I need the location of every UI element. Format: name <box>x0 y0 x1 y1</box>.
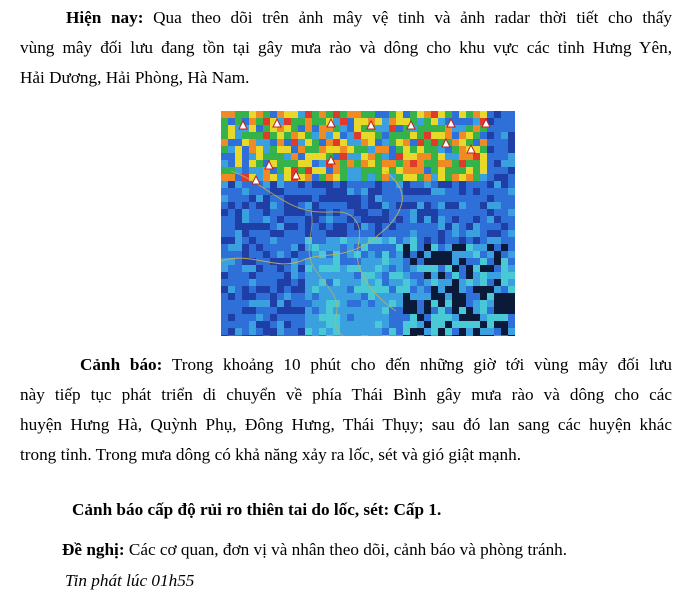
current-line-1: Hiện nay: Qua theo dõi trên ảnh mây vệ tinh và ảnh radar thời tiết cho thấy <box>66 8 672 27</box>
warning-paragraph <box>20 350 672 470</box>
recommendation <box>62 535 567 565</box>
warning-line-2: này tiếp tục phát triển di chuyển về phía Thái Bình gây mưa rào và dông cho các <box>20 385 672 404</box>
current-paragraph <box>20 3 672 93</box>
recommend-text: Các cơ quan, đơn vị và nhân theo dõi, cảnh báo và phòng tránh. <box>128 540 568 559</box>
risk-level-heading: Cảnh báo cấp độ rủi ro thiên tai do lốc, sét: Cấp 1. <box>72 500 442 519</box>
current-label: Hiện nay: <box>66 8 144 27</box>
recommend-label: Đề nghị: <box>62 540 125 559</box>
warning-line-3: huyện Hưng Hà, Quỳnh Phụ, Đông Hưng, Thái Thụy; sau đó lan sang các huyện khác <box>20 415 672 434</box>
warning-line-1: Cảnh báo: Trong khoảng 10 phút cho đến những giờ tới vùng mây đối lưu <box>80 355 672 374</box>
warning-label: Cảnh báo: <box>80 355 163 374</box>
warning-line-4: trong tỉnh. Trong mưa dông có khả năng xảy ra lốc, sét và gió giật mạnh. <box>20 445 521 464</box>
radar-satellite-image <box>221 111 515 336</box>
current-line-3: Hải Dương, Hải Phòng, Hà Nam. <box>20 68 250 87</box>
issued-time: Tin phát lúc 01h55 <box>65 571 195 590</box>
current-line-2: vùng mây đối lưu đang tồn tại gây mưa rào và dông cho khu vực các tỉnh Hưng Yên, <box>20 38 672 57</box>
